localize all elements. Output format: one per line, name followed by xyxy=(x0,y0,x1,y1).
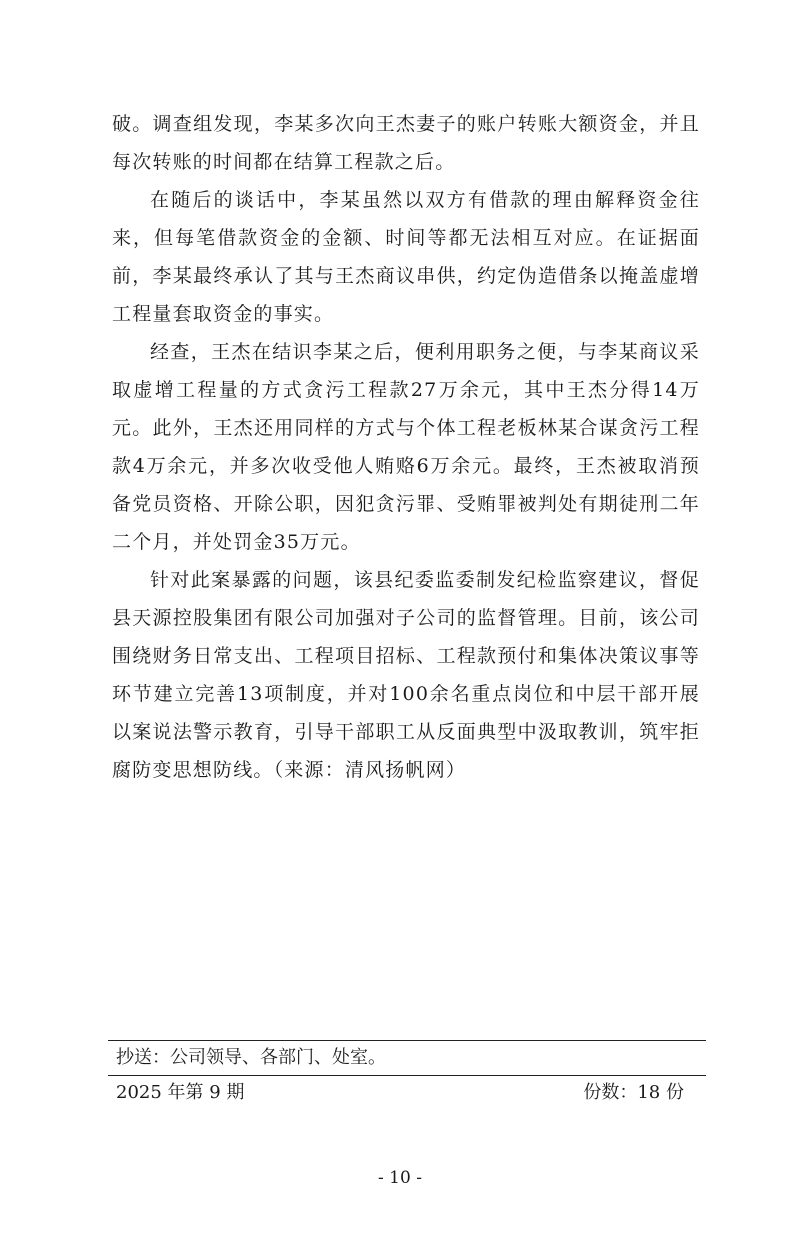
paragraph: 在随后的谈话中，李某虽然以双方有借款的理由解释资金往来，但每笔借款资金的金额、时间等都无法相互对应。在证据面前，李某最终承认了其与王杰商议串供，约定伪造借条以掩盖虚增工程量套取资金的事实。 xyxy=(112,189,700,325)
paragraph: 破。调查组发现，李某多次向王杰妻子的账户转账大额资金，并且每次转账的时间都在结算工程款之后。 xyxy=(112,113,700,173)
copy-count: 份数：18 份 xyxy=(583,1082,684,1103)
paragraph: 经查，王杰在结识李某之后，便利用职务之便，与李某商议采取虚增工程量的方式贪污工程款27万余元，其中王杰分得14万元。此外，王杰还用同样的方式与个体工程老板林某合谋贪污工程款4万余元，并多次收受他人贿赂6万余元。最终，王杰被取消预备党员资格、开除公职，因犯贪污罪、受贿罪被判处有期徒刑二年二个月，并处罚金35万元。 xyxy=(112,341,700,553)
paragraph: 针对此案暴露的问题，该县纪委监委制发纪检监察建议，督促县天源控股集团有限公司加强对子公司的监督管理。目前，该公司围绕财务日常支出、工程项目招标、工程款预付和集体决策议事等环节建立完善13项制度，并对100余名重点岗位和中层干部开展以案说法警示教育，引导干部职工从反面典型中汲取教训，筑牢拒腐防变思想防线。（来源：清风扬帆网） xyxy=(112,569,700,781)
issue-number: 2025 年第 9 期 xyxy=(116,1082,245,1103)
page-number: - 10 - xyxy=(378,1168,422,1188)
issue-meta-row xyxy=(108,1076,706,1110)
cc-line: 抄送：公司领导、各部门、处室。 xyxy=(116,1047,386,1068)
distribution-footer xyxy=(108,1040,706,1110)
article-body xyxy=(112,105,700,789)
